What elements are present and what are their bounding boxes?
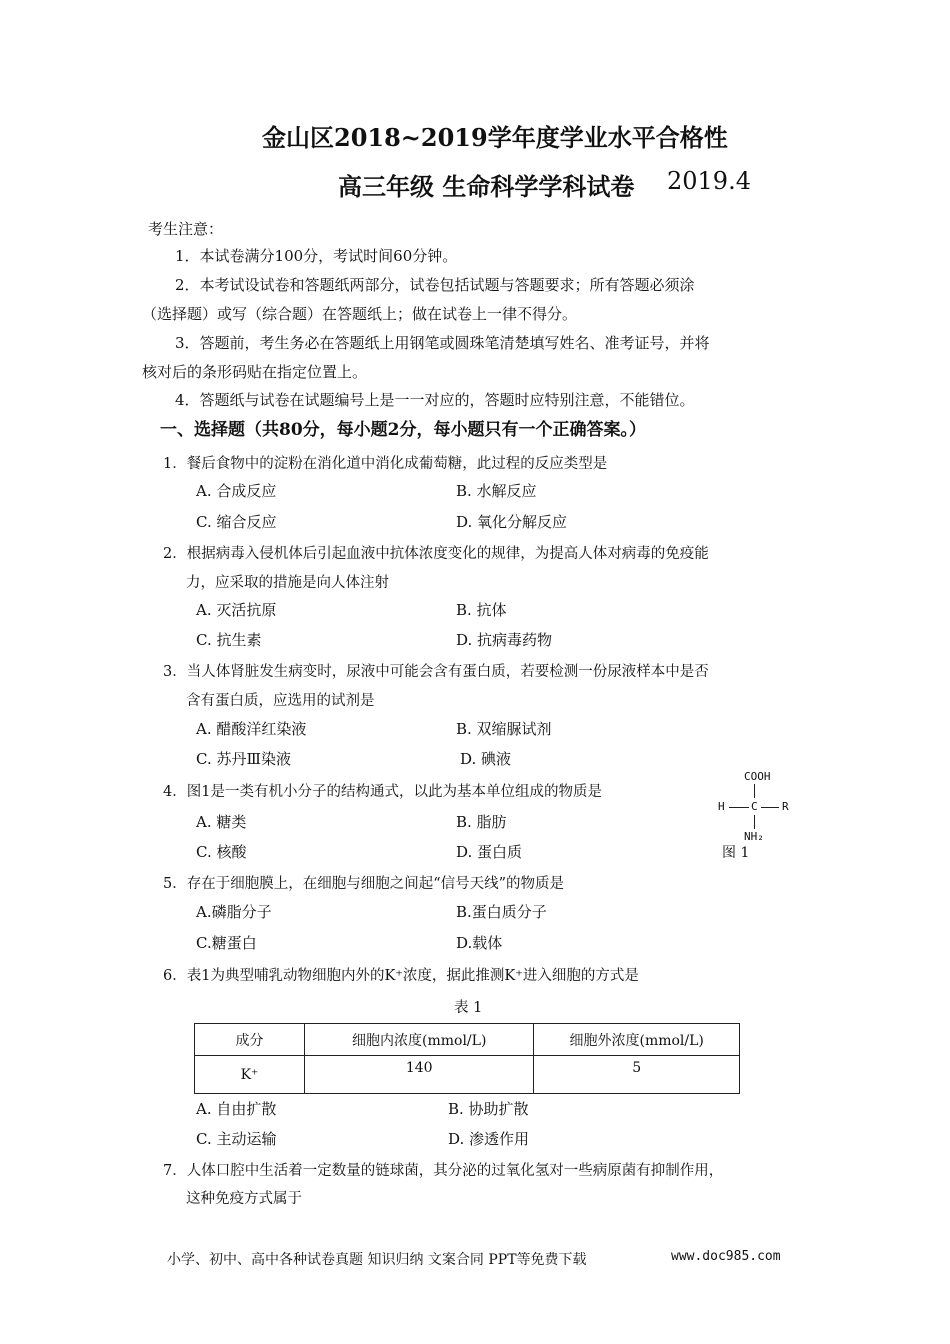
q3-option-c: C. 苏丹Ⅲ染液 xyxy=(196,750,291,768)
notice-item-3b: 核对后的条形码贴在指定位置上。 xyxy=(142,363,368,381)
question-1-stem: 1．餐后食物中的淀粉在消化道中消化成葡萄糖，此过程的反应类型是 xyxy=(163,456,608,472)
notice-item-2b: （选择题）或写（综合题）在答题纸上；做在试卷上一律不得分。 xyxy=(142,305,578,323)
question-3-stem-2: 含有蛋白质，应选用的试剂是 xyxy=(186,693,375,709)
exam-title-line1: 金山区2018~2019学年度学业水平合格性 xyxy=(262,123,728,152)
q1-option-d: D. 氧化分解反应 xyxy=(456,513,568,531)
bond-right xyxy=(761,807,779,808)
footer-text: 小学、初中、高中各种试卷真题 知识归纳 文案合同 PPT等免费下载 xyxy=(167,1252,587,1268)
table-cell: K⁺ xyxy=(195,1056,305,1094)
table-header-cell: 细胞外浓度(mmol/L) xyxy=(534,1024,740,1056)
q4-option-b: B. 脂肪 xyxy=(456,813,507,831)
q3-option-b: B. 双缩脲试剂 xyxy=(456,720,552,738)
exam-title-line2: 高三年级 生命科学学科试卷 xyxy=(338,172,635,201)
structure-nh2: NH₂ xyxy=(744,830,764,843)
table-cell: 5 xyxy=(534,1056,740,1094)
figure-caption: 图 1 xyxy=(722,845,750,861)
q3-option-a: A. 醋酸洋红染液 xyxy=(196,720,307,738)
exam-date: 2019.4 xyxy=(667,167,751,195)
q5-option-c: C.糖蛋白 xyxy=(196,934,257,952)
q4-option-c: C. 核酸 xyxy=(196,843,247,861)
notice-item-1: 1．本试卷满分100分，考试时间60分钟。 xyxy=(175,247,458,265)
q6-option-c: C. 主动运输 xyxy=(196,1130,277,1148)
q5-option-a: A.磷脂分子 xyxy=(196,903,272,921)
structure-r: R xyxy=(782,800,789,813)
q6-option-d: D. 渗透作用 xyxy=(448,1130,530,1148)
question-3-stem-1: 3．当人体肾脏发生病变时，尿液中可能会含有蛋白质，若要检测一份尿液样本中是否 xyxy=(163,664,709,680)
q4-option-d: D. 蛋白质 xyxy=(456,843,523,861)
q5-option-d: D.载体 xyxy=(456,934,503,952)
bond-left xyxy=(729,807,749,808)
q1-option-c: C. 缩合反应 xyxy=(196,513,277,531)
footer-url[interactable]: www.doc985.com xyxy=(671,1249,781,1264)
question-4-stem: 4．图1是一类有机小分子的结构通式，以此为基本单位组成的物质是 xyxy=(163,784,602,800)
table-row xyxy=(195,1056,740,1094)
q6-option-a: A. 自由扩散 xyxy=(196,1100,277,1118)
q2-option-c: C. 抗生素 xyxy=(196,631,262,649)
q2-option-b: B. 抗体 xyxy=(456,601,507,619)
notice-item-2a: 2．本考试设试卷和答题纸两部分，试卷包括试题与答题要求；所有答题必须涂 xyxy=(175,276,695,294)
q1-option-a: A. 合成反应 xyxy=(196,482,277,500)
question-2-stem-1: 2．根据病毒入侵机体后引起血液中抗体浓度变化的规律，为提高人体对病毒的免疫能 xyxy=(163,546,709,562)
notice-heading: 考生注意： xyxy=(148,220,224,238)
question-2-stem-2: 力，应采取的措施是向人体注射 xyxy=(186,575,389,591)
structure-h: H xyxy=(718,800,725,813)
k-concentration-table xyxy=(194,1023,740,1094)
structure-cooh: COOH xyxy=(744,770,771,783)
notice-item-3a: 3．答题前，考生务必在答题纸上用钢笔或圆珠笔清楚填写姓名、准考证号，并将 xyxy=(175,334,710,352)
bond-bottom xyxy=(754,815,755,829)
q6-option-b: B. 协助扩散 xyxy=(448,1100,529,1118)
notice-item-4: 4．答题纸与试卷在试题编号上是一一对应的，答题时应特别注意，不能错位。 xyxy=(175,391,695,409)
section-title: 一、选择题（共80分，每小题2分，每小题只有一个正确答案。） xyxy=(160,420,646,440)
table-cell: 140 xyxy=(305,1056,534,1094)
table-caption: 表 1 xyxy=(454,1000,483,1016)
q1-option-b: B. 水解反应 xyxy=(456,482,537,500)
q5-option-b: B.蛋白质分子 xyxy=(456,903,547,921)
q2-option-d: D. 抗病毒药物 xyxy=(456,631,553,649)
q2-option-a: A. 灭活抗原 xyxy=(196,601,277,619)
question-7-stem-1: 7．人体口腔中生活着一定数量的链球菌，其分泌的过氧化氢对一些病原菌有抑制作用， xyxy=(163,1163,724,1179)
question-6-stem: 6．表1为典型哺乳动物细胞内外的K⁺浓度，据此推测K⁺进入细胞的方式是 xyxy=(163,968,639,984)
table-header-row xyxy=(195,1024,740,1056)
bond-top xyxy=(754,784,755,798)
question-5-stem: 5．存在于细胞膜上，在细胞与细胞之间起“信号天线”的物质是 xyxy=(163,876,565,892)
q3-option-d: D. 碘液 xyxy=(460,750,512,768)
structure-c: C xyxy=(751,800,758,813)
table-header-cell: 细胞内浓度(mmol/L) xyxy=(305,1024,534,1056)
amino-acid-structure-figure xyxy=(716,770,796,860)
question-7-stem-2: 这种免疫方式属于 xyxy=(186,1191,302,1207)
table-header-cell: 成分 xyxy=(195,1024,305,1056)
q4-option-a: A. 糖类 xyxy=(196,813,247,831)
